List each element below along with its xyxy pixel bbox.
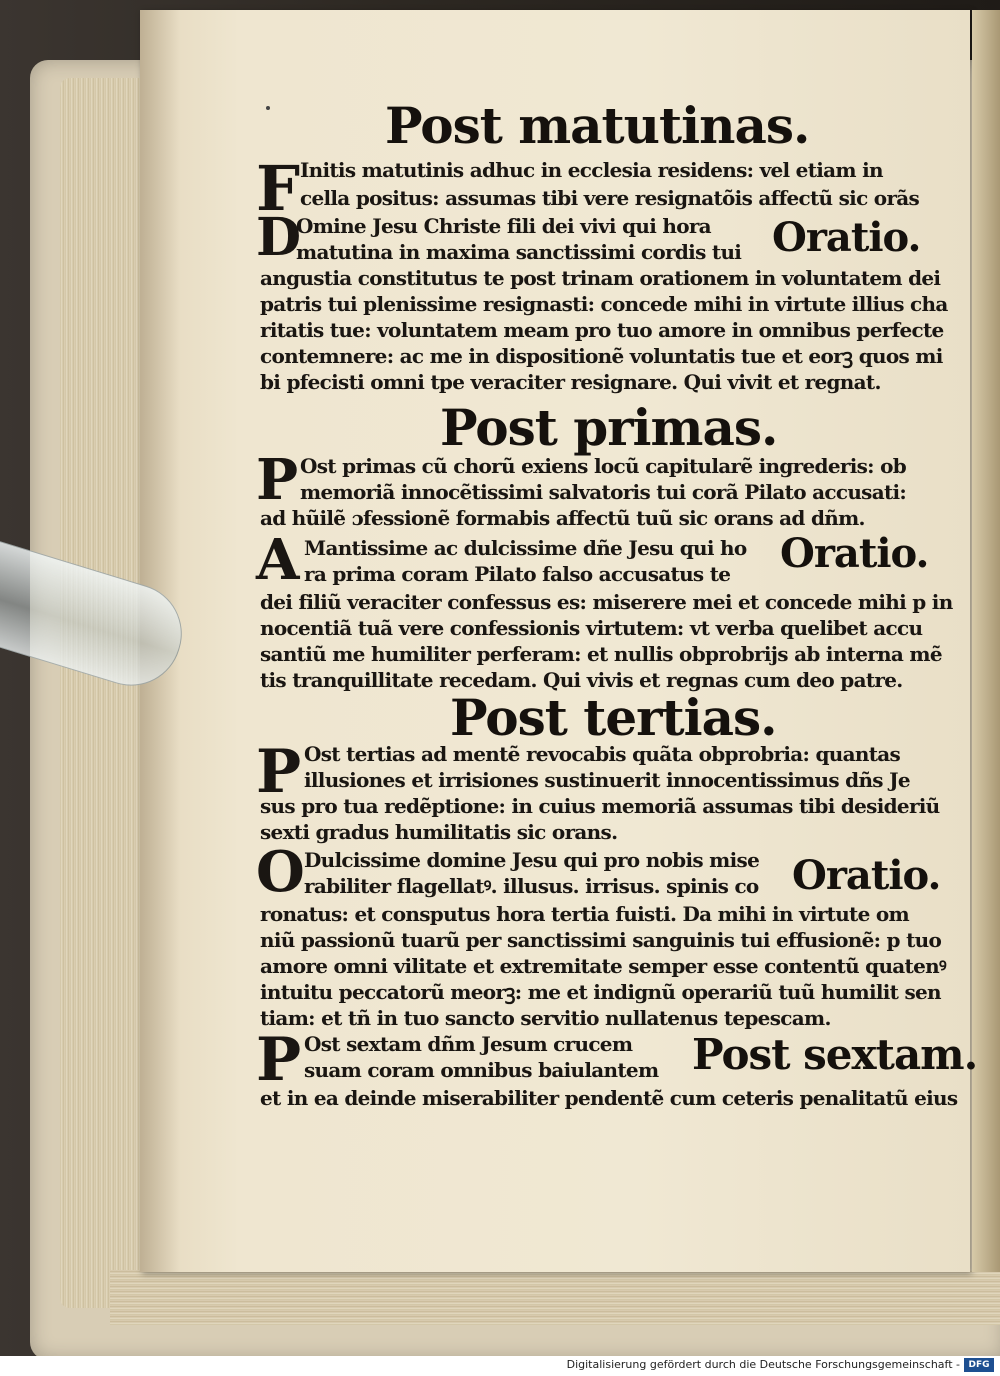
section-heading: Post sextam. <box>692 1030 978 1079</box>
text-line: et in ea deinde miserabiliter pendentẽ cum ceteris penalitatũ eius <box>260 1086 958 1110</box>
dfg-logo: DFG <box>964 1358 994 1372</box>
ink-mark <box>266 106 270 110</box>
text-line: rabiliter flagellatꝰ. illusus. irrisus. spinis co <box>304 874 759 898</box>
text-line: Initis matutinis adhuc in ecclesia residens: vel etiam in <box>300 158 883 182</box>
text-line: tis tranquillitate recedam. Qui vivis et regnas cum deo patre. <box>260 668 903 692</box>
text-line: Ost primas cũ chorũ exiens locũ capitularẽ ingrederis: ob <box>300 454 907 478</box>
text-line: niũ passionũ tuarũ per sanctissimi sanguinis tui effusionẽ: p tuo <box>260 928 942 952</box>
drop-initial: P <box>256 447 299 513</box>
text-line: illusiones et irrisiones sustinuerit innocentissimus dñs Je <box>304 768 910 792</box>
footer-bar <box>0 1356 1000 1376</box>
text-line: Dulcissime domine Jesu qui pro nobis mise <box>304 848 760 872</box>
text-line: tiam: et tñ in tuo sancto servitio nullatenus tepescam. <box>260 1006 831 1030</box>
text-line: santiũ me humiliter perferam: et nullis obprobrijs ab interna mẽ <box>260 642 942 666</box>
section-heading: Post matutinas. <box>385 96 810 155</box>
text-line: Mantissime ac dulcissime dñe Jesu qui ho <box>304 536 747 560</box>
text-line: amore omni vilitate et extremitate semper esse contentũ quatenꝰ <box>260 954 946 978</box>
drop-initial: A <box>256 527 300 593</box>
oratio-label: Oratio. <box>780 530 929 577</box>
section-heading: Post tertias. <box>450 688 777 747</box>
text-line: suam coram omnibus baiulantem <box>304 1058 659 1082</box>
page-edges-bottom <box>110 1270 1000 1325</box>
drop-initial: O <box>256 839 305 905</box>
drop-initial: F <box>256 152 301 225</box>
text-line: dei filiũ veraciter confessus es: miserere mei et concede mihi p in <box>260 590 953 614</box>
text-line: Ost sextam dñm Jesum crucem <box>304 1032 633 1056</box>
text-line: Ost tertias ad mentẽ revocabis quãta obprobria: quantas <box>304 742 901 766</box>
text-line: ad hũilẽ ɔfessionẽ formabis affectũ tuũ sic orans ad dñm. <box>260 506 865 530</box>
text-line: memoriã innocẽtissimi salvatoris tui corã Pilato accusati: <box>300 480 907 504</box>
oratio-label: Oratio. <box>772 214 921 261</box>
text-line: angustia constitutus te post trinam orationem in voluntatem dei <box>260 266 941 290</box>
page-right-edge <box>972 10 1000 1272</box>
text-line: ritatis tue: voluntatem meam pro tuo amore in omnibus perfecte <box>260 318 944 342</box>
oratio-label: Oratio. <box>792 852 941 899</box>
text-line: bi pfecisti omni tpe veraciter resignare. Qui vivit et regnat. <box>260 370 881 394</box>
text-line: matutina in maxima sanctissimi cordis tui <box>296 240 742 264</box>
drop-initial: P <box>256 737 302 807</box>
text-line: sus pro tua redẽptione: in cuius memoriã assumas tibi desideriũ <box>260 794 940 818</box>
text-line: sexti gradus humilitatis sic orans. <box>260 820 618 844</box>
text-line: contemnere: ac me in dispositionẽ voluntatis tue et eorꝫ quos mi <box>260 344 943 368</box>
text-line: ronatus: et consputus hora tertia fuisti. Da mihi in virtute om <box>260 902 909 926</box>
text-line: patris tui plenissime resignasti: concede mihi in virtute illius cha <box>260 292 948 316</box>
text-line: ra prima coram Pilato falso accusatus te <box>304 562 731 586</box>
text-line: intuitu peccatorũ meorꝫ: me et indignũ operariũ tuũ humilit sen <box>260 980 941 1004</box>
drop-initial: P <box>256 1025 302 1095</box>
drop-initial: D <box>256 207 302 268</box>
footer-credit: Digitalisierung gefördert durch die Deutsche Forschungsgemeinschaft - <box>566 1358 960 1371</box>
text-line: nocentiã tuã vere confessionis virtutem: vt verba quelibet accu <box>260 616 923 640</box>
section-heading: Post primas. <box>440 398 778 457</box>
text-line: cella positus: assumas tibi vere resignatõis affectũ sic orãs <box>300 186 920 210</box>
text-line: Omine Jesu Christe fili dei vivi qui hora <box>296 214 711 238</box>
page-edges-left <box>60 78 150 1308</box>
